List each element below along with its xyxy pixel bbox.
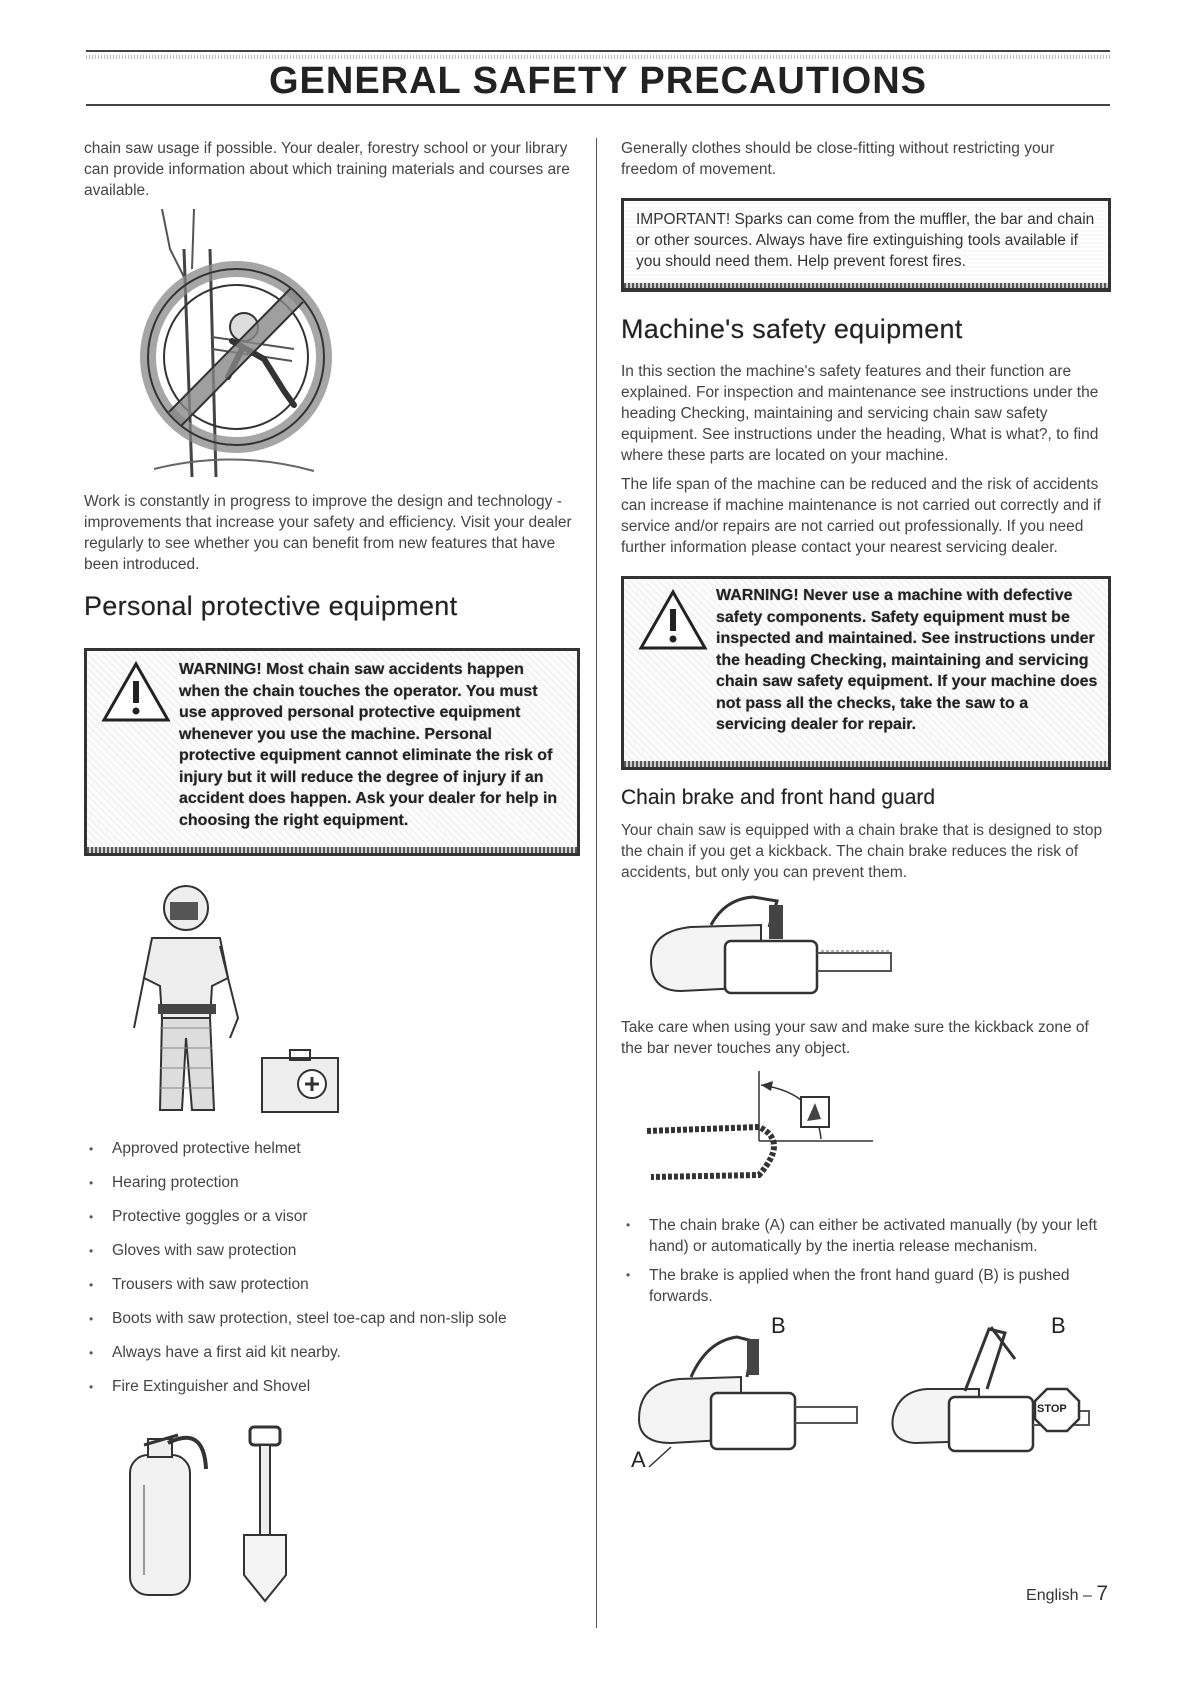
list-item: • Boots with saw protection, steel toe-cap and non-slip sole <box>84 1309 580 1343</box>
warning-triangle-icon <box>101 661 171 723</box>
page-title: GENERAL SAFETY PRECAUTIONS <box>268 60 927 102</box>
footer-separator: – <box>1082 1587 1092 1604</box>
stop-sign-label: STOP <box>1037 1403 1067 1415</box>
page-number: 7 <box>1096 1582 1108 1605</box>
list-item: • Fire Extinguisher and Shovel <box>84 1377 580 1411</box>
label-b-left: B <box>771 1313 786 1338</box>
left-column <box>84 138 580 1605</box>
protective-equipment-illustration <box>112 878 372 1123</box>
training-paragraph: chain saw usage if possible. Your dealer, forestry school or your library can provide information about which training materials and courses are available. <box>84 140 570 199</box>
right-column <box>621 138 1111 1472</box>
machine-safety-paragraph-1: In this section the machine's safety features and their function are explained. For inspection and maintenance see instructions under the heading Checking, maintaining and servicing chain saw safety equipment. See instructions under the heading, What is what?, to find where these parts are located on your machine. <box>621 363 1099 464</box>
chain-brake-list <box>621 1215 1111 1307</box>
warning-triangle-icon <box>638 589 708 651</box>
machine-safety-paragraph-2: The life span of the machine can be reduced and the risk of accidents can increase if machine maintenance is not carried out correctly and if service and/or repairs are not carried out professionally. If you need further information please contact your nearest servicing dealer. <box>621 476 1101 556</box>
ppe-warning-box <box>84 648 580 856</box>
page-footer <box>1026 1582 1108 1606</box>
machine-safety-heading: Machine's safety equipment <box>621 314 963 344</box>
no-tree-climbing-illustration <box>124 209 344 477</box>
list-item: • Hearing protection <box>84 1173 580 1207</box>
ppe-heading: Personal protective equipment <box>84 591 458 621</box>
label-b-right: B <box>1051 1313 1066 1338</box>
kickback-zone-illustration <box>641 1067 881 1199</box>
hand-guard-illustrations <box>621 1313 1111 1472</box>
list-item: • The brake is applied when the front hand guard (B) is pushed forwards. <box>621 1265 1111 1307</box>
important-text: IMPORTANT! Sparks can come from the muffler, the bar and chain or other sources. Always have fire extinguishing tools available if you should need them. Help prevent forest fires. <box>636 211 1095 270</box>
machine-warning-box <box>621 576 1111 770</box>
extinguisher-shovel-illustration <box>108 1425 308 1605</box>
chain-brake-paragraph: Your chain saw is equipped with a chain brake that is designed to stop the chain if you get a kickback. The chain brake reduces the risk of accidents, but only you can prevent them. <box>621 822 1103 881</box>
chain-saw-brake-illustration <box>641 891 901 1009</box>
important-box <box>621 198 1111 292</box>
footer-language: English <box>1026 1587 1079 1604</box>
machine-warning-text: WARNING! Never use a machine with defective safety components. Safety equipment must be inspected and maintained. See instructions under the heading Checking, maintaining and servicing chain saw safety equipment. If your machine does not pass all the checks, take the saw to a servicing dealer for repair. <box>716 587 1098 733</box>
list-item: • Always have a first aid kit nearby. <box>84 1343 580 1377</box>
label-a: A <box>631 1447 646 1472</box>
column-divider <box>596 138 597 1628</box>
list-item: • Approved protective helmet <box>84 1139 580 1173</box>
page-header <box>86 50 1110 106</box>
ppe-list <box>84 1139 580 1411</box>
kickback-paragraph: Take care when using your saw and make sure the kickback zone of the bar never touches any object. <box>621 1019 1089 1057</box>
list-item: • Protective goggles or a visor <box>84 1207 580 1241</box>
list-item: • Trousers with saw protection <box>84 1275 580 1309</box>
improvement-paragraph: Work is constantly in progress to improve the design and technology - improvements that increase your safety and efficiency. Visit your dealer regularly to see whether you can benefit from new features that have been introduced. <box>84 493 572 573</box>
hand-guard-saw-1 <box>631 1319 861 1469</box>
hand-guard-saw-2 <box>879 1319 1109 1469</box>
list-item: • The chain brake (A) can either be activated manually (by your left hand) or automatically by the inertia release mechanism. <box>621 1215 1111 1257</box>
list-item: • Gloves with saw protection <box>84 1241 580 1275</box>
clothes-paragraph: Generally clothes should be close-fitting without restricting your freedom of movement. <box>621 140 1055 178</box>
chain-brake-heading: Chain brake and front hand guard <box>621 786 936 809</box>
ppe-warning-text: WARNING! Most chain saw accidents happen when the chain touches the operator. You must use approved personal protective equipment whenever you use the machine. Personal protective equipment cannot eliminate the risk of injury but it will reduce the degree of injury if an accident does happen. Ask your dealer for help in choosing the right equipment. <box>179 661 558 829</box>
